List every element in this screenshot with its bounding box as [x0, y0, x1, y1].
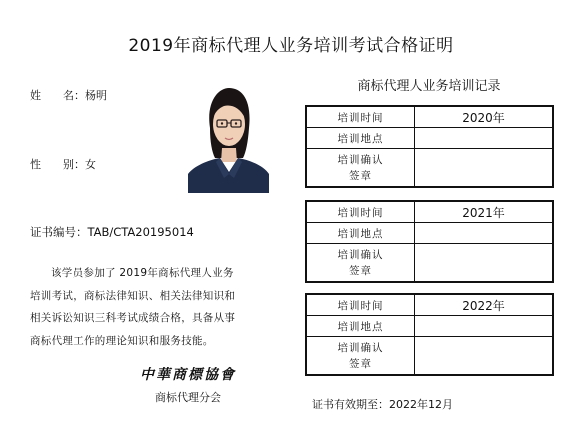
name-field: [30, 87, 107, 103]
training-confirm-value: [415, 149, 554, 188]
training-year: 2021年: [415, 201, 554, 223]
training-record-table: [305, 105, 554, 188]
portrait-photo: [188, 82, 269, 193]
statement-line: 相关诉讼知识三科考试成绩合格，具备从事: [30, 312, 236, 324]
training-record-table: [305, 200, 554, 283]
training-year: 2022年: [415, 294, 554, 316]
training-record-table: [305, 293, 554, 376]
statement-line: 培训考试，商标法律知识、相关法律知识和: [30, 289, 236, 302]
training-confirm-label: 培训确认 签章: [306, 244, 415, 283]
training-confirm-value: [415, 337, 554, 376]
name-value: 杨明: [85, 89, 107, 102]
training-place-label: 培训地点: [306, 223, 415, 244]
certificate-title: 2019年商标代理人业务培训考试合格证明: [128, 36, 454, 56]
training-place-label: 培训地点: [306, 316, 415, 337]
gender-label: 性 别：: [30, 158, 85, 171]
gender-value: 女: [85, 158, 96, 171]
certificate-number-field: [30, 224, 194, 240]
statement-line: 该学员参加了 2019年商标代理人业务: [51, 267, 234, 279]
training-confirm-label: 培训确认 签章: [306, 337, 415, 376]
training-place-value: [415, 316, 554, 337]
training-time-label: 培训时间: [306, 106, 415, 128]
validity-date: 证书有效期至：2022年12月: [312, 398, 453, 411]
training-place-value: [415, 223, 554, 244]
association-seal: 中華商標協會: [140, 367, 236, 383]
training-year: 2020年: [415, 106, 554, 128]
training-place-label: 培训地点: [306, 128, 415, 149]
training-confirm-value: [415, 244, 554, 283]
training-record-title: 商标代理人业务培训记录: [357, 79, 501, 94]
training-place-value: [415, 128, 554, 149]
certificate-number-value: TAB/CTA20195014: [87, 225, 194, 239]
issuer-branch: 商标代理分会: [155, 391, 221, 404]
statement-line: 商标代理工作的理论知识和服务技能。: [30, 334, 214, 347]
qualification-statement: [30, 262, 274, 352]
certificate-number-label: 证书编号：: [30, 225, 88, 239]
name-label: 姓 名：: [30, 89, 85, 102]
portrait-illustration: [188, 82, 269, 193]
training-time-label: 培训时间: [306, 294, 415, 316]
training-time-label: 培训时间: [306, 201, 415, 223]
gender-field: [30, 156, 96, 172]
training-confirm-label: 培训确认 签章: [306, 149, 415, 188]
